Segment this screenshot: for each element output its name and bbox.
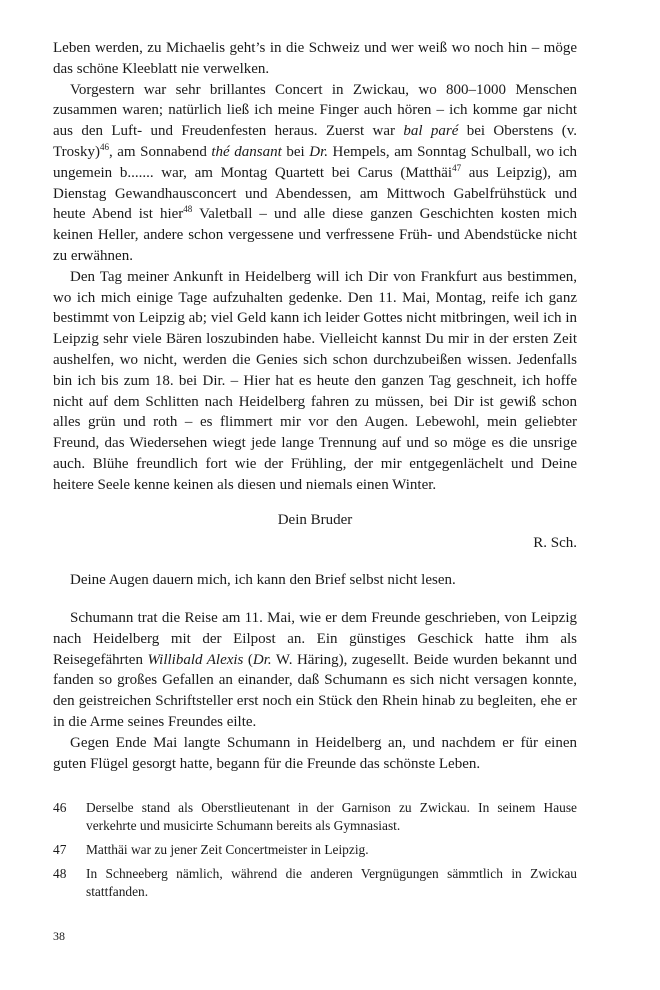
page-number: 38	[53, 929, 65, 943]
footnote	[53, 865, 577, 901]
italic-text: Dr.	[252, 651, 272, 668]
italic-text: Willibald Alexis	[147, 651, 244, 668]
letter-body	[53, 38, 577, 496]
footnote-text: Derselbe stand als Oberstlieutenant in der Garnison zu Zwickau. In seinem Hause verkehrte und musicirte Schumann bereits als Gymnasiast.	[86, 800, 577, 834]
letter-paragraph-1: Leben werden, zu Michaelis geht’s in die Schweiz und wer weiß wo noch hin – möge das schöne Kleeblatt nie verwelken.	[53, 40, 577, 77]
letter-paragraph-2: Vorgestern war sehr brillantes Concert in Zwickau, wo 800–1000 Menschen zusammen waren; natürlich ließ ich meine Finger auch hören – ich komme gar nicht aus den Luft- und Freudenfesten heraus. Zuerst war bal paré bei Oberstens (v. Trosky)$^{46}$, am Sonnabend thé dansant bei Dr. Hempels, am Sonntag Schulball, wo ich ungemein b....... war, am Montag Quartett bei Carus (Matthäi$^{47}$ aus Leipzig), am Dienstag Gewandhausconcert und Abendessen, am Mittwoch Gabelfrühstück und heute Abend ist hier$^{48}$ Valetball – und alle diese ganzen Geschichten kosten mich keinen Heller, andere schon vergessene und verfressene Früh- und Abendstücke nicht zu erwähnen.	[53, 81, 578, 264]
italic-text: bal paré	[403, 123, 459, 140]
footnote-number: 47	[53, 842, 67, 858]
footnote-text: In Schneeberg nämlich, während die anderen Vergnügungen sämmtlich in Zwickau stattfanden.	[86, 866, 577, 900]
letter-signature: R. Sch.	[533, 535, 577, 552]
letter-postscript: Deine Augen dauern mich, ich kann den Brief selbst nicht lesen.	[70, 572, 456, 589]
narrative-paragraph-1: Schumann trat die Reise am 11. Mai, wie er dem Freunde geschrieben, von Leipzig nach Heidelberg mit der Eilpost an. Ein günstiges Geschick hatte ihm als Reisegefährten Willibald Alexis (Dr. W. Häring), zugesellt. Beide wurden bekannt und fanden so großes Gefallen an einander, daß Schumann es sich nicht versagen konnte, den geistreichen Schriftsteller erst noch ein Stück den Rhein hinab zu begleiten, ehe er in die Arme seines Freundes eilte.	[53, 609, 577, 730]
letter-closing: Dein Bruder	[277, 511, 353, 528]
footnote	[53, 799, 577, 835]
narrative-body	[53, 608, 577, 774]
footnotes	[53, 799, 577, 901]
narrative-paragraph-2: Gegen Ende Mai langte Schumann in Heidelberg an, und nachdem er für einen guten Flügel gesorgt hatte, begann für die Freunde das schönste Leben.	[53, 734, 577, 772]
footnote-ref: 46	[99, 141, 109, 152]
footnote	[53, 841, 577, 859]
footnote-ref: 48	[183, 204, 193, 215]
footnote-text: Matthäi war zu jener Zeit Concertmeister in Leipzig.	[86, 842, 369, 858]
footnote-number: 46	[53, 800, 67, 816]
footnote-ref: 47	[452, 162, 462, 173]
letter-paragraph-3: Den Tag meiner Ankunft in Heidelberg will ich Dir von Frankfurt aus bestimmen, wo ich mich einige Tage aufzuhalten gedenke. Den 11. Mai, Montag, reife ich ganz bestimmt von Leipzig ab; viel Geld kann ich leider Gottes nicht mitbringen, weil ich in Leipzig sehr viele Bären loszubinden habe. Vielleicht kannst Du mir in der ersten Zeit aushelfen, wo nicht, werden die Genies sich schon durchzubeißen wissen. Jedenfalls bin ich bis zum 18. bei Dir. – Hier hat es heute den ganzen Tag geschneit, ich hoffe nicht auf dem Schlitten nach Heidelberg fahren zu müssen, bei Dir ist gewiß schon alles grün und roth – es flimmert mir vor den Augen. Lebewohl, mein geliebter Freund, das Wiedersehen wiegt jede lange Trennung auf und so möge es die unsrige auch. Blühe freundlich fort wie der Frühling, der mir entgegenlächelt und Deine heitere Seele kenne keinen als diesen und niemals einen Winter.	[53, 268, 577, 493]
page-content	[53, 38, 577, 907]
footnote-number: 48	[53, 866, 67, 882]
italic-text: Dr.	[309, 143, 328, 160]
italic-text: thé dansant	[211, 143, 282, 160]
